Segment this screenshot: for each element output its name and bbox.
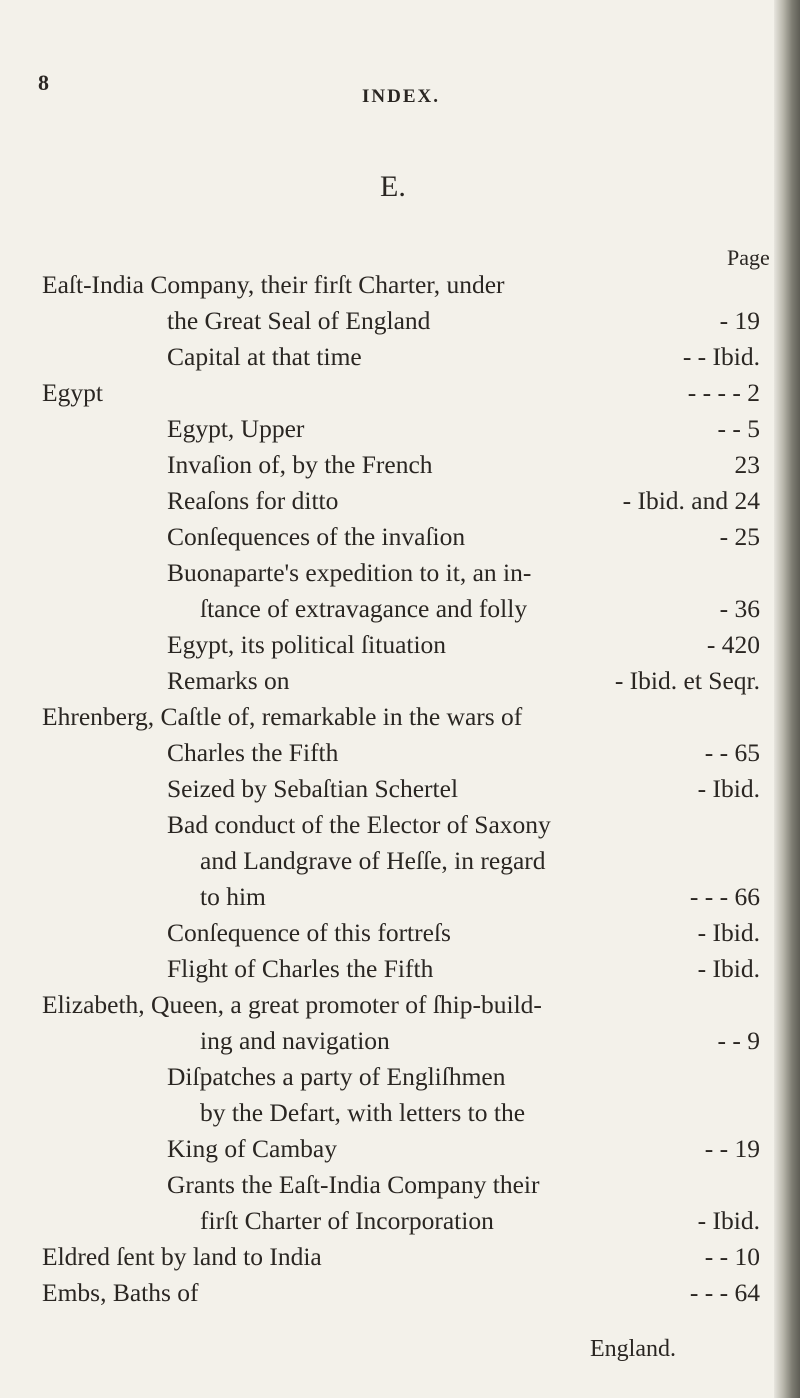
index-entry-ref: - 420: [706, 630, 760, 659]
page-column-label: Page: [727, 245, 770, 270]
index-entry-text: Conſequence of this fortreſs: [167, 918, 451, 947]
index-entry-text: Remarks on: [167, 666, 290, 695]
index-entry-text: Egypt, Upper: [167, 414, 305, 443]
index-entry-ref: - Ibid. and 24: [622, 486, 760, 515]
index-entry-text: Charles the Fifth: [167, 738, 339, 767]
index-entry-ref: - Ibid.: [697, 774, 760, 803]
running-head: INDEX.: [362, 86, 440, 107]
index-entry-ref: - - 9: [717, 1026, 760, 1055]
index-entry-ref: - Ibid.: [697, 1206, 760, 1235]
index-entry-text: Capital at that time: [167, 342, 362, 371]
index-entry-ref: - Ibid. et Seqr.: [614, 666, 760, 695]
index-entry-ref: 23: [734, 450, 760, 479]
index-entry-text: Elizabeth, Queen, a great promoter of ſhip-build-: [42, 990, 542, 1019]
index-entry-ref: - Ibid.: [697, 918, 760, 947]
index-entry-text: and Landgrave of Heſſe, in regard: [200, 846, 546, 875]
index-entry-text: Diſpatches a party of Engliſhmen: [167, 1062, 506, 1091]
index-entry-ref: - - 65: [704, 738, 760, 767]
index-entry-ref: - 25: [719, 522, 760, 551]
index-entry-ref: - 19: [719, 306, 760, 335]
index-entry-text: ſtance of extravagance and folly: [200, 594, 528, 623]
index-entry-text: Eaſt-India Company, their firſt Charter, under: [42, 270, 505, 299]
index-entry-ref: - - - - 2: [687, 378, 760, 407]
section-letter: E.: [380, 170, 406, 203]
catchword: England.: [590, 1336, 676, 1362]
index-entry-ref: - - 10: [704, 1242, 760, 1271]
index-entry-text: the Great Seal of England: [167, 306, 431, 335]
index-entry-text: Invaſion of, by the French: [167, 450, 433, 479]
index-entry-text: King of Cambay: [167, 1134, 337, 1163]
index-entry-text: Seized by Sebaſtian Schertel: [167, 774, 459, 803]
index-entry-ref: - - 19: [704, 1134, 760, 1163]
index-entry-ref: - - 5: [717, 414, 760, 443]
index-entry-text: Buonaparte's expedition to it, an in-: [167, 558, 532, 587]
index-entry-ref: - Ibid.: [697, 954, 760, 983]
index-entry-ref: - - - 64: [689, 1278, 760, 1307]
index-entry-ref: - 36: [719, 594, 760, 623]
index-entry-text: Bad conduct of the Elector of Saxony: [167, 810, 551, 839]
index-entry-text: by the Defart, with letters to the: [200, 1098, 526, 1127]
index-entry-text: firſt Charter of Incorporation: [200, 1206, 494, 1235]
index-entry-text: ing and navigation: [200, 1026, 390, 1055]
page-edge-shadow: [774, 0, 800, 1398]
index-entry-text: Egypt: [42, 378, 103, 407]
index-entry-ref: - - - 66: [689, 882, 760, 911]
index-entry-text: Eldred ſent by land to India: [42, 1242, 322, 1271]
index-entry-text: Conſequences of the invaſion: [167, 522, 466, 551]
index-entry-text: Flight of Charles the Fifth: [167, 954, 434, 983]
index-entry-ref: - - Ibid.: [682, 342, 760, 371]
index-entry-text: Egypt, its political ſituation: [167, 630, 447, 659]
page-number: 8: [38, 70, 49, 95]
index-entry-text: Reaſons for ditto: [167, 486, 339, 515]
index-entry-text: Embs, Baths of: [42, 1278, 199, 1307]
index-entry-text: Ehrenberg, Caſtle of, remarkable in the wars of: [42, 702, 523, 731]
index-entry-text: Grants the Eaſt-India Company their: [167, 1170, 540, 1199]
index-entry-text: to him: [200, 882, 266, 911]
